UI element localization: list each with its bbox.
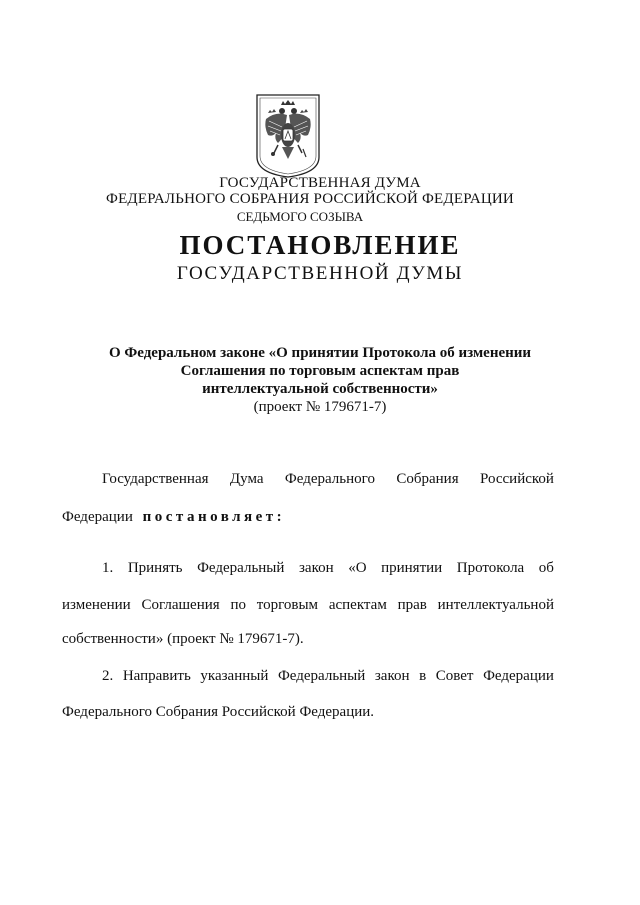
title-line: Соглашения по торговым аспектам прав: [180, 363, 460, 379]
word: прав: [397, 597, 427, 613]
word: Принять: [127, 560, 183, 576]
word: в: [419, 668, 427, 684]
project-number: (проект № 179671-7): [253, 399, 387, 415]
convocation: СЕДЬМОГО СОЗЫВА: [236, 209, 364, 224]
item2-line1: [102, 667, 554, 685]
word: по: [230, 597, 246, 613]
word: торговым: [256, 597, 319, 613]
word: Федерального: [284, 471, 375, 487]
word: изменении: [62, 597, 131, 613]
word: Федерации: [483, 668, 554, 684]
word: аспектам: [328, 597, 387, 613]
title-line: интеллектуальной собственности»: [202, 381, 438, 397]
word: Протокола: [456, 560, 525, 576]
item1-line2: [62, 596, 554, 614]
word: Федеральный: [197, 560, 285, 576]
preamble-line1: [102, 470, 554, 488]
word: Соглашения: [141, 597, 220, 613]
item1-line3: собственности» (проект № 179671-7).: [62, 631, 304, 647]
word: Российской: [480, 471, 554, 487]
word: принятии: [381, 560, 443, 576]
org-name-line1: ГОСУДАРСТВЕННАЯ ДУМА: [219, 175, 421, 191]
state-emblem-icon: [254, 93, 322, 179]
org-name-line2: ФЕДЕРАЛЬНОГО СОБРАНИЯ РОССИЙСКОЙ ФЕДЕРАЦИИ: [106, 191, 514, 207]
word: интеллектуальной: [437, 597, 554, 613]
word: закон: [298, 560, 334, 576]
item1-line1: [102, 559, 554, 577]
word: Федерации: [62, 509, 133, 525]
word: Федеральный: [277, 668, 366, 684]
word: об: [538, 560, 554, 576]
word: Государственная: [102, 471, 209, 487]
document-issuer: ГОСУДАРСТВЕННОЙ ДУМЫ: [176, 263, 464, 284]
word: закон: [374, 668, 410, 684]
word: 2.: [102, 668, 114, 684]
word: Направить: [122, 668, 191, 684]
word: 1.: [102, 560, 114, 576]
word: «О: [348, 560, 367, 576]
resolution-title: [0, 344, 640, 398]
word: Совет: [435, 668, 474, 684]
document-type: ПОСТАНОВЛЕНИЕ: [179, 230, 461, 260]
title-line: О Федеральном законе «О принятии Протокола об изменении: [108, 345, 532, 361]
word: Дума: [229, 471, 264, 487]
word: указанный: [200, 668, 269, 684]
resolves-keyword: постановляет:: [142, 509, 286, 525]
item2-line2: Федерального Собрания Российской Федерации.: [62, 704, 375, 720]
preamble-line2: [62, 508, 554, 526]
word: Собрания: [396, 471, 459, 487]
